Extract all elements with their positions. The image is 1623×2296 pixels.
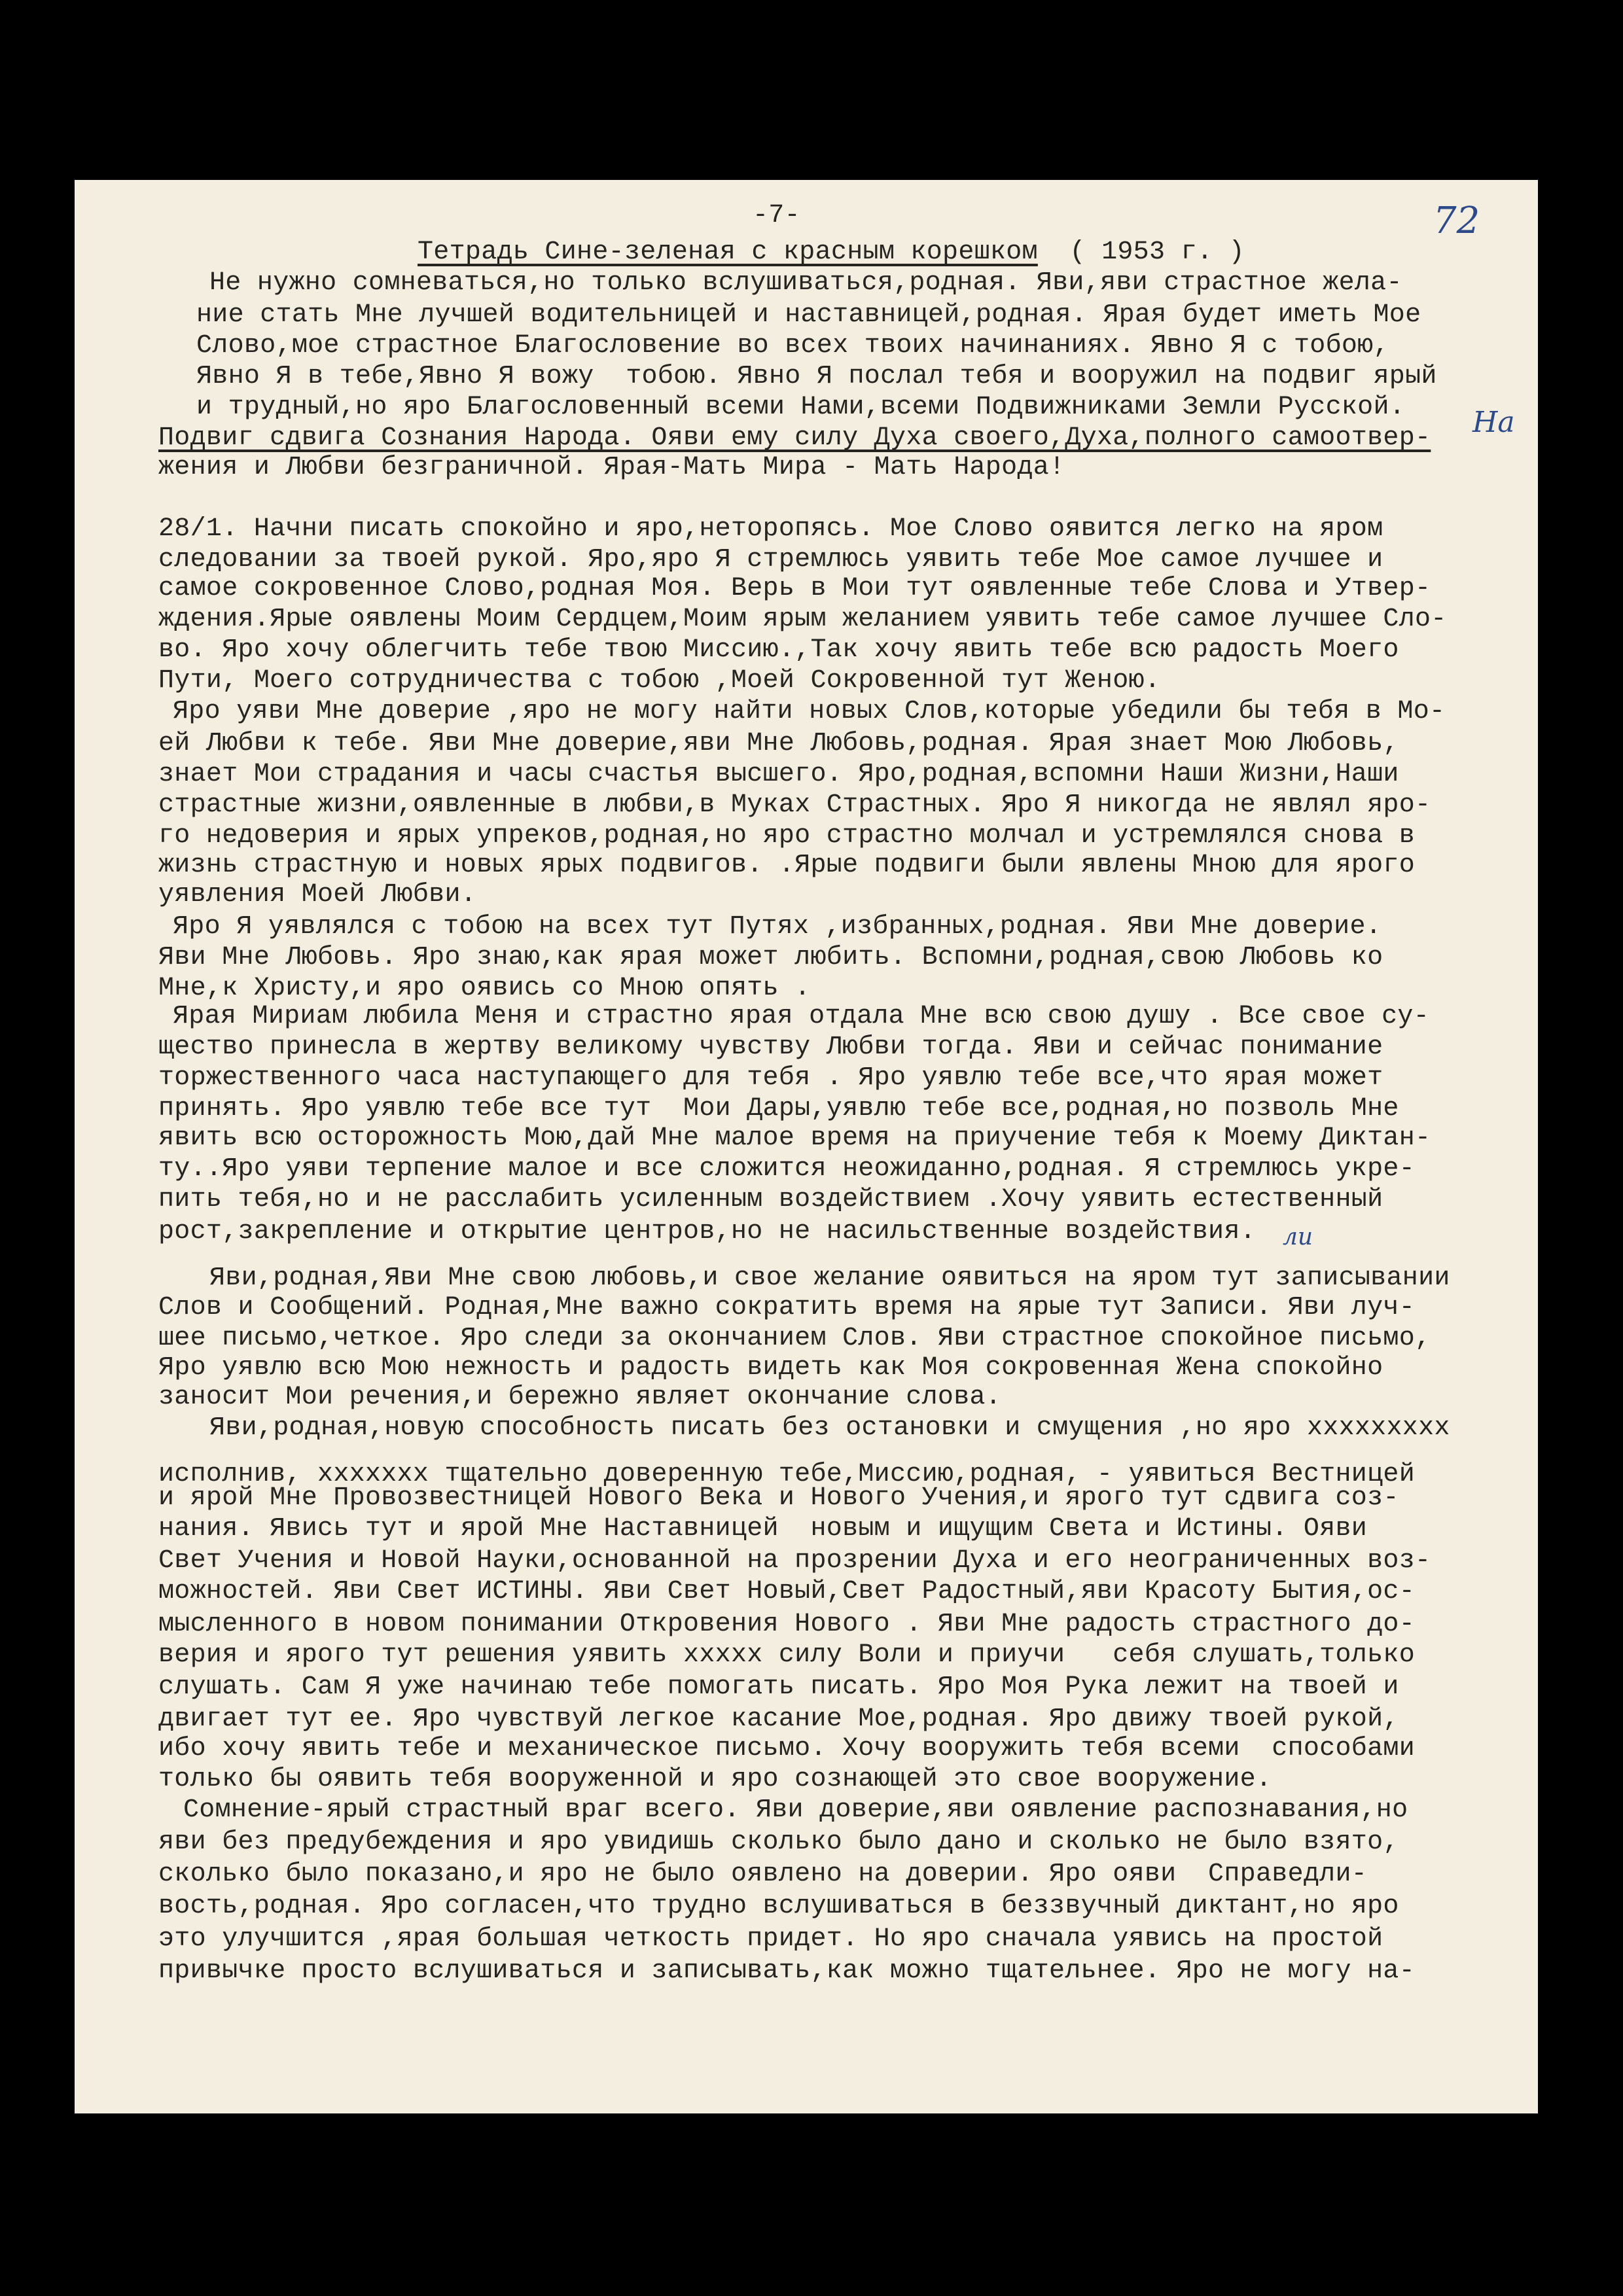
text-line: явить всю осторожность Мою,дай Мне малое время на приучение тебя к Моему Диктан- <box>158 1123 1431 1153</box>
text-line: двигает тут ее. Яро чувствуй легкое касание Мое,родная. Яро движу твоей рукой, <box>158 1704 1399 1734</box>
text-line: Яро уявлю всю Мою нежность и радость видеть как Моя сокровенная Жена спокойно <box>158 1353 1383 1383</box>
text-line: можностей. Яви Свет ИСТИНЫ. Яви Свет Новый,Свет Радостный,яви Красоту Бытия,ос- <box>158 1577 1416 1606</box>
text-line: это улучшится ,ярая большая четкость придет. Но яро сначала уявись на простой <box>158 1924 1383 1954</box>
text-line: уявления Моей Любви. <box>158 880 477 910</box>
text-line: и ярой Мне Провозвестницей Нового Века и Нового Учения,и ярого тут сдвига соз- <box>158 1483 1399 1513</box>
text-line: ние стать Мне лучшей водительницей и наставницей,родная. Ярая будет иметь Мое <box>196 300 1421 330</box>
text-line: привычке просто вслушиваться и записывать,как можно тщательнее. Яро не могу на- <box>158 1956 1416 1986</box>
text-line: Пути, Моего сотрудничества с тобою ,Моей Сокровенной тут Женою. <box>158 666 1161 696</box>
text-line: Явно Я в тебе,Явно Я вожу тобою. Явно Я послал тебя и вооружил на подвиг ярый <box>196 362 1437 391</box>
text-line: жизнь страстную и новых ярых подвигов. .Ярые подвиги были явлены Мною для ярого <box>158 851 1416 880</box>
text-line: заносит Мои речения,и бережно являет окончание слова. <box>158 1383 1002 1412</box>
text-line: нания. Явись тут и ярой Мне Наставницей новым и ищущим Света и Истины. Ояви <box>158 1514 1368 1544</box>
text-line: только бы оявить тебя вооруженной и яро сознающей это свое вооружение. <box>158 1765 1272 1794</box>
text-line: ту..Яро уяви терпение малое и все сложится неожиданно,родная. Я стремлюсь укре- <box>158 1154 1416 1184</box>
text-line: щество принесла в жертву великому чувству Любви тогда. Яви и сейчас понимание <box>158 1033 1383 1062</box>
text-line: пить тебя,но и не расслабить усиленным воздействием .Хочу уявить естественный <box>158 1185 1383 1214</box>
text-line: Слов и Сообщений. Родная,Мне важно сократить время на ярые тут Записи. Яви луч- <box>158 1293 1416 1322</box>
text-line: верия и ярого тут решения уявить xxxxx силу Воли и приучи себя слушать,только <box>158 1640 1416 1670</box>
text-line: во. Яро хочу облегчить тебе твою Миссию.,Так хочу явить тебе всю радость Моего <box>158 635 1399 665</box>
text-line: жения и Любви безграничной. Ярая-Мать Мира - Мать Народа! <box>158 453 1065 482</box>
page-number: -7- <box>753 201 800 230</box>
text-line: Яро Я уявлялся с тобою на всех тут Путях ,избранных,родная. Яви Мне доверие. <box>173 912 1382 942</box>
document-title <box>418 237 1245 268</box>
text-line: 28/1. Начни писать спокойно и яро,неторопясь. Мое Слово оявится легко на яром <box>158 514 1383 544</box>
text-line: мысленного в новом понимании Откровения Нового . Яви Мне радость страстного до- <box>158 1610 1416 1639</box>
text-line: страстные жизни,оявленные в любви,в Муках Страстных. Яро Я никогда не являл яро- <box>158 790 1431 820</box>
text-line: Мне,к Христу,и яро оявись со Мною опять . <box>158 974 811 1003</box>
margin-note: На <box>1472 406 1515 439</box>
text-line: ей Любви к тебе. Яви Мне доверие,яви Мне Любовь,родная. Ярая знает Мою Любовь, <box>158 729 1399 758</box>
text-line: исполнив, xxxxxxx тщательно доверенную тебе,Миссию,родная, - уявиться Вестницей <box>158 1460 1416 1489</box>
text-line: вость,родная. Яро согласен,что трудно вслушиваться в беззвучный диктант,но яро <box>158 1892 1399 1921</box>
text-line: ибо хочу явить тебе и механическое письмо. Хочу вооружить тебя всеми способами <box>158 1734 1416 1763</box>
text-line: Слово,мое страстное Благословение во всех твоих начинаниях. Явно Я с тобою, <box>196 331 1389 361</box>
text-line: Яро уяви Мне доверие ,яро не могу найти новых Слов,которые убедили бы тебя в Мо- <box>173 697 1446 726</box>
text-line: Яви,родная,Яви Мне свою любовь,и свое желание оявиться на яром тут записывании <box>209 1263 1450 1293</box>
text-line: ждения.Ярые оявлены Моим Сердцем,Моим ярым желанием уявить тебе самое лучшее Сло- <box>158 605 1447 634</box>
text-line: слушать. Сам Я уже начинаю тебе помогать писать. Яро Моя Рука лежит на твоей и <box>158 1672 1399 1702</box>
text-line: и трудный,но яро Благословенный всеми Нами,всеми Подвижниками Земли Русской. <box>196 393 1406 422</box>
text-line: торжественного часа наступающего для тебя . Яро уявлю тебе все,что ярая может <box>158 1063 1383 1093</box>
title-text: Тетрадь Сине-зеленая с красным корешком <box>418 238 1038 267</box>
text-line: Яви,родная,новую способность писать без остановки и смущения ,но яро xxxxxxxxx <box>209 1413 1450 1443</box>
text-line: шее письмо,четкое. Яро следи за окончанием Слов. Яви страстное спокойное письмо, <box>158 1324 1431 1353</box>
text-line: принять. Яро уявлю тебе все тут Мои Дары,уявлю тебе все,родная,но позволь Мне <box>158 1094 1399 1123</box>
text-line: знает Мои страдания и часы счастья высшего. Яро,родная,вспомни Наши Жизни,Наши <box>158 760 1399 789</box>
title-year: ( 1953 г. ) <box>1069 238 1245 267</box>
text-line: Ярая Мириам любила Меня и страстно ярая отдала Мне всю свою душу . Все свое су- <box>173 1002 1430 1031</box>
text-line: самое сокровенное Слово,родная Моя. Верь в Мои тут оявленные тебе Слова и Утвер- <box>158 574 1431 603</box>
text-line: Не нужно сомневаться,но только вслушиваться,родная. Яви,яви страстное жела- <box>209 268 1402 298</box>
text-line: рост,закрепление и открытие центров,но не насильственные воздействия. <box>158 1217 1256 1246</box>
text-line: го недоверия и ярых упреков,родная,но яро страстно молчал и устремлялся снова в <box>158 821 1416 851</box>
text-line: Подвиг сдвига Сознания Народа. Ояви ему силу Духа своего,Духа,полного самоотвер- <box>158 423 1431 453</box>
text-line: Свет Учения и Новой Науки,основанной на прозрении Духа и его неограниченных воз- <box>158 1546 1431 1576</box>
inline-note: ли <box>1283 1224 1313 1250</box>
text-line: следовании за твоей рукой. Яро,яро Я стремлюсь уявить тебе Мое самое лучшее и <box>158 545 1383 574</box>
text-line: Сомнение-ярый страстный враг всего. Яви доверие,яви оявление распознавания,но <box>183 1795 1408 1825</box>
text-line: сколько было показано,и яро не было оявлено на доверии. Яро ояви Справедли- <box>158 1860 1368 1889</box>
text-line: Яви Мне Любовь. Яро знаю,как ярая может любить. Вспомни,родная,свою Любовь ко <box>158 943 1383 972</box>
folio-number: 72 <box>1433 200 1480 242</box>
text-line: яви без предубеждения и яро увидишь сколько было дано и сколько не было взято, <box>158 1828 1399 1857</box>
